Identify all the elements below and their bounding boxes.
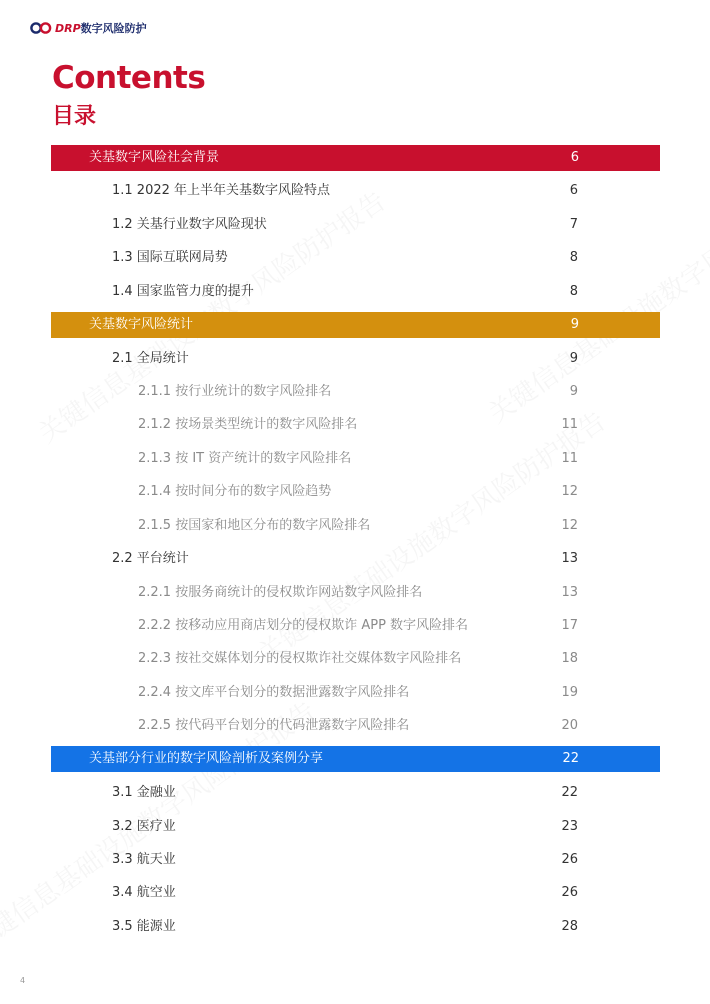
toc-page-number: 9 bbox=[570, 316, 579, 332]
toc-entry-label: 关基数字风险社会背景 bbox=[89, 149, 220, 165]
toc-page-number: 23 bbox=[561, 818, 578, 834]
toc-page-number: 22 bbox=[561, 785, 578, 801]
toc-entry-label: 2.2.5 按代码平台划分的代码泄露数字风险排名 bbox=[138, 718, 410, 734]
toc-entry-label: 2.2.1 按服务商统计的侵权欺诈网站数字风险排名 bbox=[138, 584, 423, 600]
toc-entry-label: 2.2.4 按文库平台划分的数据泄露数字风险排名 bbox=[138, 684, 410, 700]
toc-entry-label: 3.2 医疗业 bbox=[112, 818, 176, 834]
toc-entry-label: 3.5 能源业 bbox=[112, 918, 176, 934]
toc-entry-label: 关基数字风险统计 bbox=[89, 316, 194, 332]
toc-entry-label: 2.1.4 按时间分布的数字风险趋势 bbox=[138, 484, 332, 500]
toc-entry-label: 3.4 航空业 bbox=[112, 885, 176, 901]
drp-logo-icon bbox=[30, 21, 52, 35]
toc-entry-label: 2.1.1 按行业统计的数字风险排名 bbox=[138, 383, 332, 399]
toc-page-number: 20 bbox=[561, 718, 578, 734]
table-of-contents bbox=[51, 141, 660, 943]
toc-entry-10[interactable] bbox=[51, 475, 660, 508]
toc-entry-7[interactable] bbox=[51, 375, 660, 408]
toc-entry-label: 2.2.2 按移动应用商店划分的侵权欺诈 APP 数字风险排名 bbox=[138, 618, 469, 633]
toc-entry-label: 3.1 金融业 bbox=[112, 785, 176, 801]
toc-entry-20[interactable] bbox=[51, 810, 660, 843]
toc-entry-2[interactable] bbox=[51, 208, 660, 241]
toc-entry-label: 2.1.2 按场景类型统计的数字风险排名 bbox=[138, 417, 358, 433]
toc-page-number: 12 bbox=[561, 484, 578, 500]
toc-page-number: 26 bbox=[561, 885, 578, 901]
toc-entry-23[interactable] bbox=[51, 910, 660, 943]
toc-page-number: 13 bbox=[561, 584, 578, 600]
toc-entry-13[interactable] bbox=[51, 576, 660, 609]
toc-page-number: 6 bbox=[569, 183, 578, 199]
toc-page-number: 28 bbox=[561, 918, 578, 934]
toc-entry-16[interactable] bbox=[51, 676, 660, 709]
toc-page-number: 11 bbox=[561, 450, 578, 466]
toc-page-number: 7 bbox=[569, 216, 578, 232]
toc-entry-label: 2.2.3 按社交媒体划分的侵权欺诈社交媒体数字风险排名 bbox=[138, 651, 462, 667]
toc-entry-9[interactable] bbox=[51, 442, 660, 475]
toc-page-number: 17 bbox=[561, 618, 578, 633]
toc-section-0[interactable] bbox=[51, 145, 660, 171]
toc-entry-3[interactable] bbox=[51, 241, 660, 274]
page-number: 4 bbox=[20, 976, 26, 985]
toc-section-5[interactable] bbox=[51, 312, 660, 338]
toc-entry-label: 1.4 国家监管力度的提升 bbox=[112, 283, 254, 299]
toc-entry-label: 1.2 关基行业数字风险现状 bbox=[112, 216, 267, 232]
toc-entry-label: 2.1 全局统计 bbox=[112, 350, 189, 366]
toc-entry-6[interactable] bbox=[51, 342, 660, 375]
page-title-english: Contents bbox=[52, 60, 206, 96]
toc-entry-label: 1.3 国际互联网局势 bbox=[112, 250, 228, 266]
toc-entry-12[interactable] bbox=[51, 542, 660, 575]
toc-entry-17[interactable] bbox=[51, 709, 660, 742]
toc-entry-1[interactable] bbox=[51, 174, 660, 207]
toc-entry-15[interactable] bbox=[51, 642, 660, 675]
toc-entry-14[interactable] bbox=[51, 609, 660, 642]
page-title-chinese: 目录 bbox=[52, 104, 97, 129]
toc-entry-4[interactable] bbox=[51, 275, 660, 308]
toc-entry-21[interactable] bbox=[51, 843, 660, 876]
toc-page-number: 6 bbox=[570, 149, 579, 165]
toc-section-18[interactable] bbox=[51, 746, 660, 772]
toc-page-number: 8 bbox=[569, 283, 578, 299]
toc-page-number: 9 bbox=[569, 383, 578, 399]
toc-page-number: 19 bbox=[561, 684, 578, 700]
toc-entry-8[interactable] bbox=[51, 408, 660, 441]
toc-entry-label: 2.1.5 按国家和地区分布的数字风险排名 bbox=[138, 517, 371, 533]
toc-page-number: 8 bbox=[569, 250, 578, 266]
toc-page-number: 18 bbox=[561, 651, 578, 667]
toc-page-number: 22 bbox=[562, 751, 579, 767]
logo-name: 数字风险防护 bbox=[80, 22, 147, 35]
toc-page-number: 26 bbox=[561, 852, 578, 867]
toc-entry-label: 3.3 航天业 bbox=[112, 852, 176, 867]
toc-entry-label: 2.1.3 按 IT 资产统计的数字风险排名 bbox=[138, 450, 352, 466]
toc-entry-11[interactable] bbox=[51, 509, 660, 542]
toc-page-number: 13 bbox=[561, 551, 578, 567]
brand-logo bbox=[30, 20, 147, 36]
toc-entry-19[interactable] bbox=[51, 776, 660, 809]
logo-drp: DRP bbox=[55, 22, 81, 35]
toc-page-number: 9 bbox=[569, 350, 578, 366]
toc-entry-22[interactable] bbox=[51, 876, 660, 909]
toc-page-number: 11 bbox=[561, 417, 578, 433]
toc-entry-label: 1.1 2022 年上半年关基数字风险特点 bbox=[112, 183, 331, 199]
logo-text bbox=[55, 20, 147, 36]
toc-entry-label: 2.2 平台统计 bbox=[112, 551, 189, 567]
toc-entry-label: 关基部分行业的数字风险剖析及案例分享 bbox=[89, 751, 324, 767]
toc-page-number: 12 bbox=[561, 517, 578, 533]
